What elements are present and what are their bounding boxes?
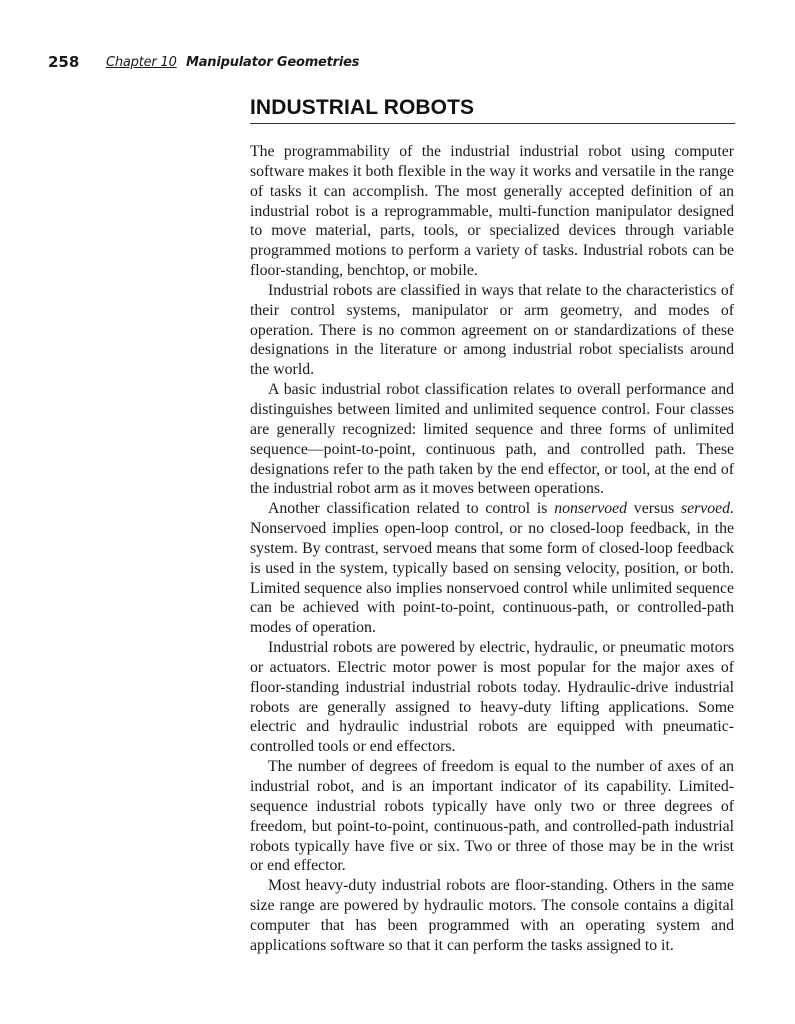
- paragraph: [250, 499, 734, 638]
- page-number: 258: [48, 53, 80, 71]
- paragraph: The number of degrees of freedom is equal to the number of axes of an industrial robot, and is an important indicator of its capability. Limited-sequence industrial robots typically have only two or three degrees of freedom, but point-to-point, continuous-path, and controlled-path industrial robots typically have five or six. Two or three of those may be in the wrist or end effector.: [250, 758, 734, 875]
- emphasis-term: nonservoed: [554, 500, 628, 518]
- paragraph: A basic industrial robot classification relates to overall performance and distinguishes between limited and unlimited sequence control. Four classes are generally recognized: limited sequence and three forms of unlimited sequence—point-to-point, continuous path, and controlled path. These designations refer to the path taken by the end effector, or tool, at the end of the industrial robot arm as it moves between operations.: [250, 381, 734, 498]
- paragraph-text: Nonservoed implies open-loop control, or no closed-loop feedback, in the system. By contrast, servoed means that some form of closed-loop feedback is used in the system, typically based on sensing velocity, position, or both. Limited sequence also implies nonservoed control while unlimited sequence can be achieved with point-to-point, continuous-path, or controlled-path modes of operation.: [250, 520, 734, 637]
- emphasis-term: servoed.: [680, 500, 735, 518]
- body-text: [250, 142, 734, 956]
- chapter-title: Manipulator Geometries: [186, 55, 360, 70]
- chapter-label: Chapter 10: [106, 55, 177, 70]
- paragraph: Industrial robots are powered by electric, hydraulic, or pneumatic motors or actuators. Electric motor power is most popular for the major axes of floor-standing industrial industrial robots today. Hydraulic-drive industrial robots are generally assigned to heavy-duty lifting applications. Some electric and hydraulic industrial robots are equipped with pneumatic-controlled tools or end effectors.: [250, 639, 734, 756]
- paragraph: The programmability of the industrial industrial robot using computer software makes it both flexible in the way it works and versatile in the range of tasks it can accomplish. The most generally accepted definition of an industrial robot is a reprogrammable, multi-function manipulator designed to move material, parts, tools, or specialized devices through variable programmed motions to perform a variety of tasks. Industrial robots can be floor-standing, benchtop, or mobile.: [250, 143, 734, 280]
- paragraph: Most heavy-duty industrial robots are floor-standing. Others in the same size range are powered by hydraulic motors. The console contains a digital computer that has been programmed with an operating system and applications software so that it can perform the tasks assigned to it.: [250, 877, 734, 954]
- paragraph-text: versus: [627, 500, 681, 518]
- paragraph-text: Another classification related to control is: [268, 500, 555, 518]
- section-title: INDUSTRIAL ROBOTS: [250, 96, 735, 124]
- paragraph: Industrial robots are classified in ways that relate to the characteristics of their control systems, manipulator or arm geometry, and modes of operation. There is no common agreement on or standardizations of these designations in the literature or among industrial robot specialists around the world.: [250, 281, 734, 379]
